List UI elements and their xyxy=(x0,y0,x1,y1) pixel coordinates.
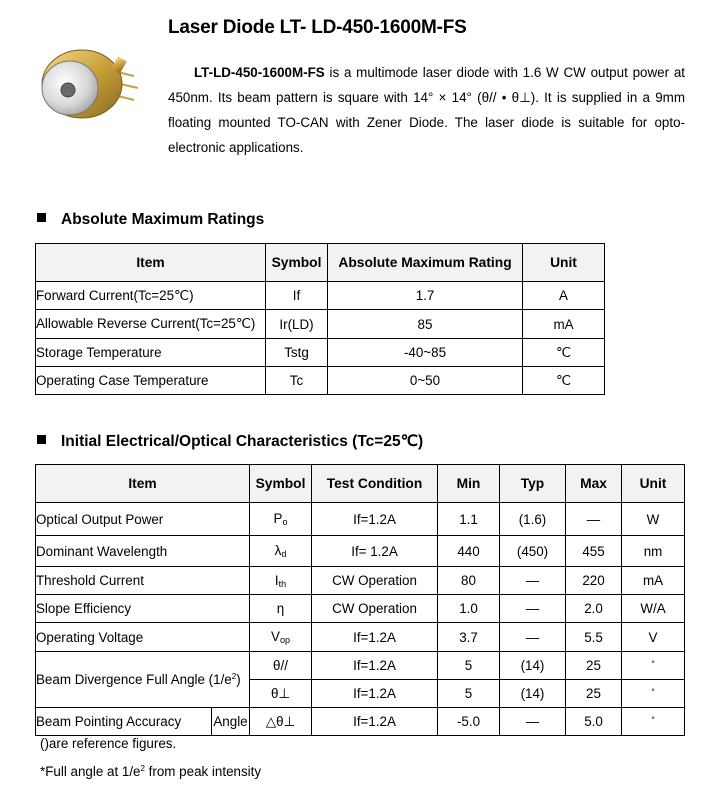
reference-note: ()are reference figures. xyxy=(40,736,177,751)
cell-typ: (450) xyxy=(500,536,566,567)
cell-item-pointing: Beam Pointing Accuracy xyxy=(36,708,212,736)
electrical-optical-table xyxy=(35,464,685,736)
cell-rating: 0~50 xyxy=(328,367,523,395)
cell-unit: ° xyxy=(622,708,685,736)
table-row xyxy=(36,595,685,623)
table-row xyxy=(36,367,605,395)
cell-typ: — xyxy=(500,623,566,652)
cell-min: 5 xyxy=(438,680,500,708)
cell-unit: ° xyxy=(622,652,685,680)
cell-typ: (14) xyxy=(500,680,566,708)
cell-min: 1.0 xyxy=(438,595,500,623)
cell-item-pointing-angle: Angle xyxy=(212,708,250,736)
cell-unit: nm xyxy=(622,536,685,567)
table-header-row xyxy=(36,244,605,282)
cell-symbol: Tc xyxy=(266,367,328,395)
col-header-unit: Unit xyxy=(622,465,685,503)
table-row xyxy=(36,536,685,567)
col-header-item: Item xyxy=(36,244,266,282)
cell-unit: W xyxy=(622,503,685,536)
cell-condition: If= 1.2A xyxy=(312,536,438,567)
cell-symbol: $I_{th}$ xyxy=(250,567,312,595)
cell-unit: W/A xyxy=(622,595,685,623)
col-header-symbol: Symbol xyxy=(250,465,312,503)
table-row xyxy=(36,339,605,367)
col-header-min: Min xyxy=(438,465,500,503)
description-text: is a multimode laser diode with 1.6 W CW output power at 450nm. Its beam pattern is square with 14° × 14° (θ// • θ⊥). It is supplied in a 9mm floating mounted TO-CAN with Zener Diode. The laser diode is suitable for opto-electronic applications. xyxy=(168,65,685,155)
cell-item: Slope Efficiency xyxy=(36,595,250,623)
cell-max: 220 xyxy=(566,567,622,595)
col-header-symbol: Symbol xyxy=(266,244,328,282)
bullet-square-icon xyxy=(37,435,46,444)
cell-symbol: η xyxy=(250,595,312,623)
abs-max-heading xyxy=(37,211,264,229)
cell-item: Operating Voltage xyxy=(36,623,250,652)
full-angle-note: *Full angle at $1/e^2$ from peak intensity xyxy=(40,764,262,779)
cell-item: Optical Output Power xyxy=(36,503,250,536)
abs-max-heading-text: Absolute Maximum Ratings xyxy=(61,211,265,228)
cell-typ: — xyxy=(500,595,566,623)
cell-max: — xyxy=(566,503,622,536)
cell-typ: — xyxy=(500,708,566,736)
table-row xyxy=(36,708,685,736)
cell-min: 440 xyxy=(438,536,500,567)
laser-diode-product-image xyxy=(30,38,142,128)
table-row xyxy=(36,623,685,652)
cell-item: Operating Case Temperature xyxy=(36,367,266,395)
cell-rating: 1.7 xyxy=(328,282,523,310)
table-row xyxy=(36,503,685,536)
cell-item: Allowable Reverse Current(Tc=25℃) xyxy=(36,310,266,339)
cell-unit: mA xyxy=(622,567,685,595)
cell-symbol: θ⊥ xyxy=(250,680,312,708)
cell-condition: If=1.2A xyxy=(312,623,438,652)
cell-symbol: Ir(LD) xyxy=(266,310,328,339)
cell-symbol: $\lambda_d$ xyxy=(250,536,312,567)
cell-unit: V xyxy=(622,623,685,652)
cell-symbol: If xyxy=(266,282,328,310)
cell-rating: -40~85 xyxy=(328,339,523,367)
cell-unit: mA xyxy=(523,310,605,339)
cell-typ: (1.6) xyxy=(500,503,566,536)
cell-min: 1.1 xyxy=(438,503,500,536)
cell-condition: CW Operation xyxy=(312,595,438,623)
cell-unit: ° xyxy=(622,680,685,708)
table-row xyxy=(36,652,685,680)
cell-condition: If=1.2A xyxy=(312,503,438,536)
cell-min: -5.0 xyxy=(438,708,500,736)
cell-max: 25 xyxy=(566,680,622,708)
cell-min: 3.7 xyxy=(438,623,500,652)
table-row xyxy=(36,282,605,310)
table-row xyxy=(36,310,605,339)
cell-unit: ℃ xyxy=(523,339,605,367)
bullet-square-icon xyxy=(37,213,46,222)
cell-unit: ℃ xyxy=(523,367,605,395)
cell-condition: If=1.2A xyxy=(312,652,438,680)
cell-min: 5 xyxy=(438,652,500,680)
cell-item: Threshold Current xyxy=(36,567,250,595)
cell-min: 80 xyxy=(438,567,500,595)
col-header-rating: Absolute Maximum Rating xyxy=(328,244,523,282)
cell-typ: (14) xyxy=(500,652,566,680)
cell-max: 25 xyxy=(566,652,622,680)
cell-symbol: Tstg xyxy=(266,339,328,367)
col-header-typ: Typ xyxy=(500,465,566,503)
cell-max: 5.5 xyxy=(566,623,622,652)
cell-item: Forward Current(Tc=25℃) xyxy=(36,282,266,310)
cell-symbol: △θ⊥ xyxy=(250,708,312,736)
cell-typ: — xyxy=(500,567,566,595)
col-header-condition: Test Condition xyxy=(312,465,438,503)
cell-rating: 85 xyxy=(328,310,523,339)
electrical-heading xyxy=(37,432,423,451)
abs-max-table xyxy=(35,243,605,395)
page-title: Laser Diode LT- LD-450-1600M-FS xyxy=(168,17,467,38)
part-number: LT-LD-450-1600M-FS xyxy=(194,65,325,80)
cell-item-divergence: Beam Divergence Full Angle $(1/e^2)$ xyxy=(36,652,250,708)
cell-max: 2.0 xyxy=(566,595,622,623)
cell-unit: A xyxy=(523,282,605,310)
cell-item: Storage Temperature xyxy=(36,339,266,367)
cell-condition: CW Operation xyxy=(312,567,438,595)
table-header-row xyxy=(36,465,685,503)
col-header-unit: Unit xyxy=(523,244,605,282)
cell-item: Dominant Wavelength xyxy=(36,536,250,567)
electrical-heading-text: Initial Electrical/Optical Characteristics (Tc=25℃) xyxy=(61,433,424,450)
product-description xyxy=(168,60,685,160)
cell-max: 455 xyxy=(566,536,622,567)
cell-symbol: $V_{op}$ xyxy=(250,623,312,652)
col-header-item: Item xyxy=(36,465,250,503)
cell-symbol: θ// xyxy=(250,652,312,680)
col-header-max: Max xyxy=(566,465,622,503)
cell-condition: If=1.2A xyxy=(312,708,438,736)
cell-symbol: $P_o$ xyxy=(250,503,312,536)
cell-condition: If=1.2A xyxy=(312,680,438,708)
table-row xyxy=(36,567,685,595)
cell-max: 5.0 xyxy=(566,708,622,736)
